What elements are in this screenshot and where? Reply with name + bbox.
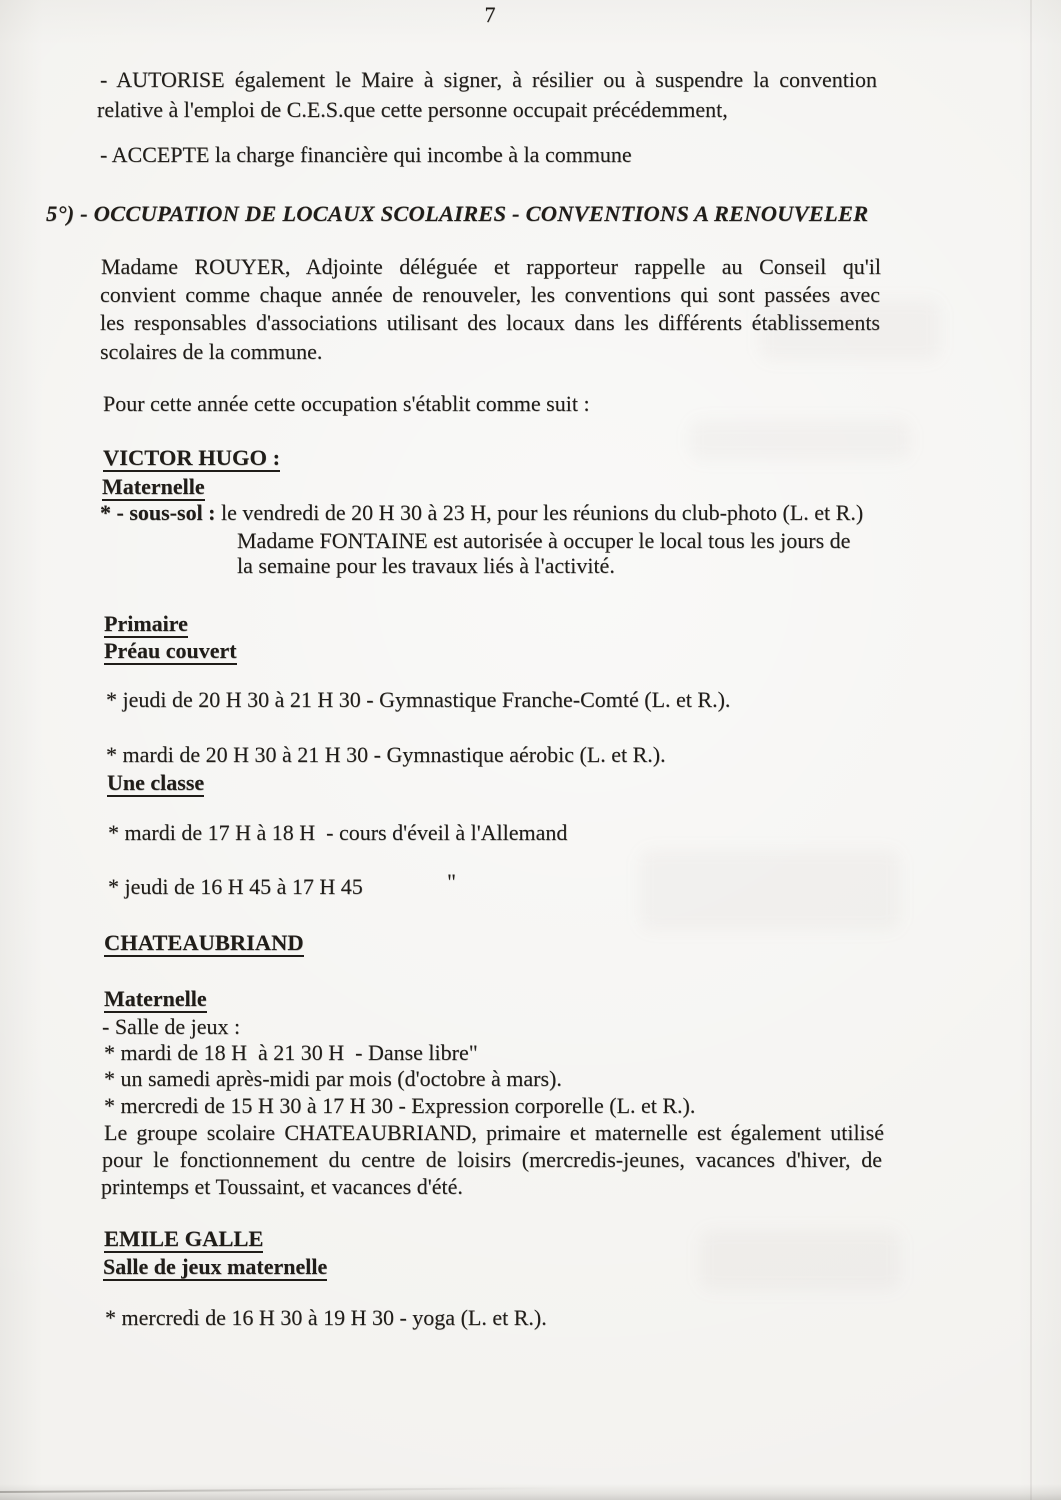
cb-note-line2: pour le fonctionnement du centre de loisirs (mercredis-jeunes, vacances d'hiver, de: [102, 1147, 882, 1172]
sous-sol-line2: Madame FONTAINE est autorisée à occuper le local tous les jours de: [237, 528, 851, 553]
bleed-smudge: [640, 850, 900, 930]
primaire-heading: Primaire: [104, 611, 188, 636]
bleed-smudge: [700, 1230, 900, 1290]
ditto-mark: ": [447, 869, 456, 894]
preau-item-mardi: * mardi de 20 H 30 à 21 H 30 - Gymnastique aérobic (L. et R.).: [106, 742, 666, 767]
cb-item-samedi: * un samedi après-midi par mois (d'octobre à mars).: [104, 1066, 562, 1091]
cb-note-line3: printemps et Toussaint, et vacances d'été.: [101, 1174, 463, 1199]
eg-item-mercredi: * mercredi de 16 H 30 à 19 H 30 - yoga (L. et R.).: [105, 1305, 547, 1330]
cb-item-mardi: * mardi de 18 H à 21 30 H - Danse libre": [104, 1040, 478, 1065]
bleed-smudge: [690, 420, 910, 460]
intro-line4: scolaires de la commune.: [100, 339, 323, 364]
sous-sol-label: * - sous-sol :: [100, 500, 216, 525]
cb-item-mercredi: * mercredi de 15 H 30 à 17 H 30 - Expression corporelle (L. et R.).: [104, 1093, 696, 1118]
vh-maternelle-heading: Maternelle: [102, 474, 205, 499]
une-classe-heading: Une classe: [107, 770, 205, 795]
sous-sol-entry: [100, 502, 863, 524]
emile-galle-title: EMILE GALLE: [104, 1226, 264, 1251]
preau-item-jeudi: * jeudi de 20 H 30 à 21 H 30 - Gymnastique Franche-Comté (L. et R.).: [106, 687, 731, 712]
sous-sol-text: le vendredi de 20 H 30 à 23 H, pour les réunions du club-photo (L. et R.): [215, 500, 864, 525]
cb-note-line1: Le groupe scolaire CHATEAUBRIAND, primaire et maternelle est également utilisé: [104, 1120, 884, 1145]
section-heading: 5°) - OCCUPATION DE LOCAUX SCOLAIRES - CONVENTIONS A RENOUVELER: [46, 201, 869, 226]
salle-de-jeux-label: - Salle de jeux :: [102, 1014, 241, 1039]
preau-couvert-heading: Préau couvert: [104, 638, 237, 663]
clause-autorise-line2: relative à l'emploi de C.E.S.que cette personne occupait précédemment,: [97, 97, 728, 122]
eg-salle-heading: Salle de jeux maternelle: [103, 1254, 328, 1279]
lead-in: Pour cette année cette occupation s'établit comme suit :: [103, 391, 590, 416]
cb-maternelle-heading: Maternelle: [104, 986, 207, 1011]
classe-item-mardi: * mardi de 17 H à 18 H - cours d'éveil à l'Allemand: [108, 820, 568, 845]
intro-line2: convient comme chaque année de renouveler, les conventions qui sont passées avec: [100, 282, 880, 307]
bleed-smudge: [760, 300, 940, 360]
page-edge-shadow-right: [1030, 0, 1032, 1500]
page-number: 7: [484, 2, 496, 27]
clause-accepte: - ACCEPTE la charge financière qui incombe à la commune: [100, 142, 632, 167]
clause-autorise-line1: - AUTORISE également le Maire à signer, à résilier ou à suspendre la convention: [100, 67, 877, 92]
sous-sol-line3: la semaine pour les travaux liés à l'activité.: [237, 553, 615, 578]
intro-line1: Madame ROUYER, Adjointe déléguée et rapporteur rappelle au Conseil qu'il: [101, 254, 881, 279]
chateaubriand-title: CHATEAUBRIAND: [104, 930, 304, 955]
victor-hugo-title: VICTOR HUGO :: [103, 445, 281, 470]
intro-line3: les responsables d'associations utilisant des locaux dans les différents établissements: [100, 310, 880, 335]
classe-item-jeudi: * jeudi de 16 H 45 à 17 H 45: [108, 874, 363, 899]
